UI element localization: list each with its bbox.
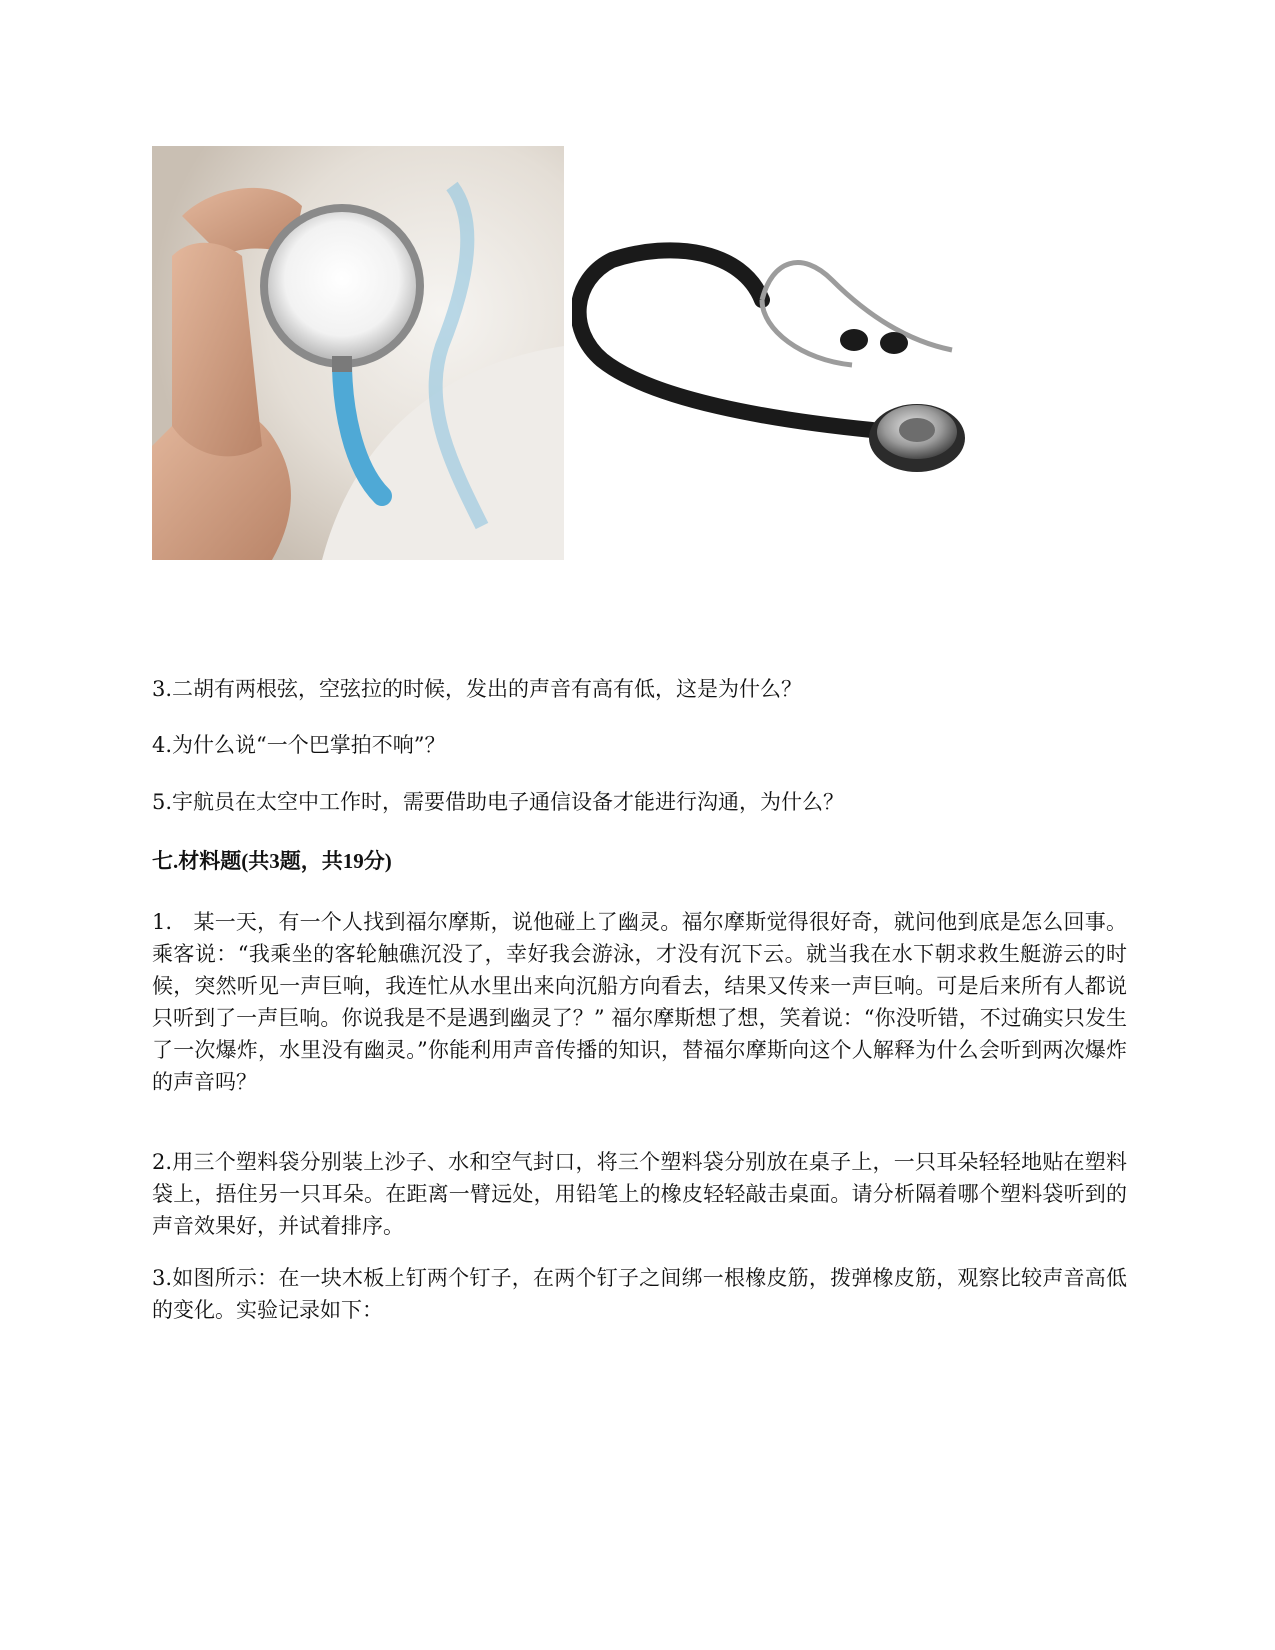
question-5: 5.宇航员在太空中工作时，需要借助电子通信设备才能进行沟通，为什么？ [152, 790, 845, 814]
doctor-stethoscope-photo [152, 146, 564, 560]
material-question-3: 3.如图所示：在一块木板上钉两个钉子，在两个钉子之间绑一根橡皮筋，拨弹橡皮筋，观察比较声音高低的变化。实验记录如下： [152, 1266, 1127, 1322]
question-4: 4.为什么说“一个巴掌拍不响”？ [152, 733, 446, 757]
stethoscope-photo [572, 220, 1012, 510]
doctor-stethoscope-illustration [152, 146, 564, 560]
question-3: 3.二胡有两根弦，空弦拉的时候，发出的声音有高有低，这是为什么？ [152, 677, 803, 701]
stethoscope-illustration [572, 220, 1012, 510]
section-7-title: 七.材料题(共3题，共19分) [152, 849, 392, 873]
material-question-1: 1. 某一天，有一个人找到福尔摩斯，说他碰上了幽灵。福尔摩斯觉得很好奇，就问他到底是怎么回事。乘客说：“我乘坐的客轮触礁沉没了，幸好我会游泳，才没有沉下云。就当我在水下朝求救生艇游云的时候，突然听见一声巨响，我连忙从水里出来向沉船方向看去，结果又传来一声巨响。可是后来所有人都说只听到了一声巨响。你说我是不是遇到幽灵了？” 福尔摩斯想了想，笑着说：“你没听错，不过确实只发生了一次爆炸，水里没有幽灵。”你能利用声音传播的知识，替福尔摩斯向这个人解释为什么会听到两次爆炸的声音吗？ [152, 910, 1127, 1094]
material-question-2: 2.用三个塑料袋分别装上沙子、水和空气封口，将三个塑料袋分别放在桌子上，一只耳朵轻轻地贴在塑料袋上，捂住另一只耳朵。在距离一臂远处，用铅笔上的橡皮轻轻敲击桌面。请分析隔着哪个塑料袋听到的声音效果好，并试着排序。 [152, 1150, 1127, 1238]
